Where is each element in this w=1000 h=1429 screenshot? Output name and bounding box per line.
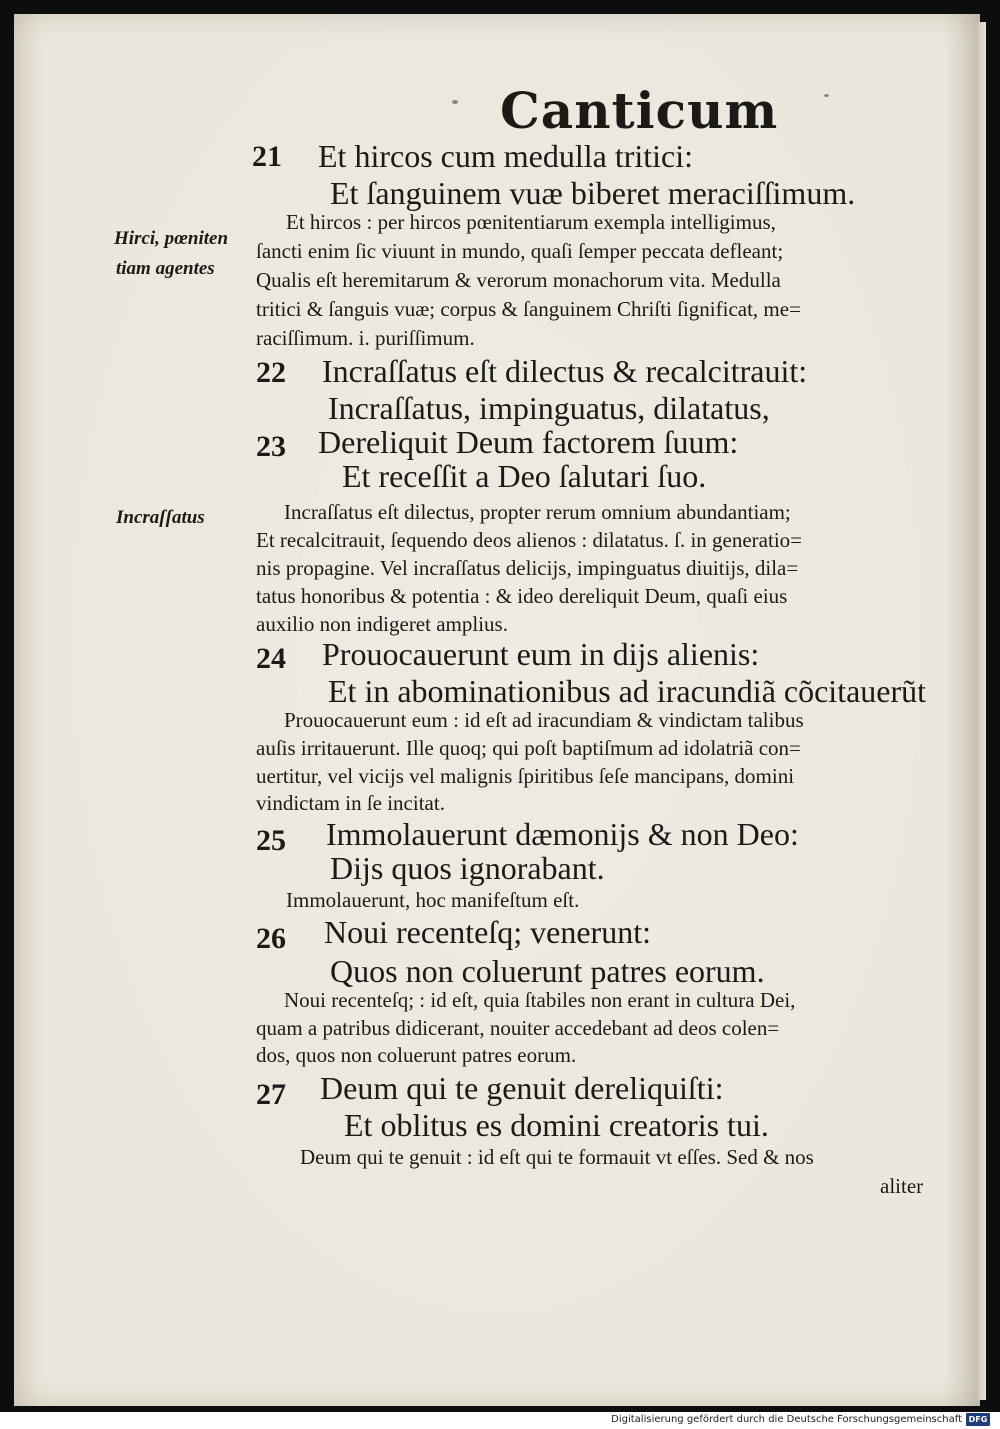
verse-line: Et in abominationibus ad iracundiã cõcitauerũt <box>328 673 927 709</box>
verse-number: 26 <box>256 922 286 955</box>
verse-number: 23 <box>256 430 286 463</box>
verse-line: Incraſſatus, impinguatus, dilatatus, <box>328 390 770 426</box>
commentary-line: Incraſſatus eſt dilectus, propter rerum omnium abundantiam; <box>284 500 791 524</box>
commentary-line: Et hircos : per hircos pœnitentiarum exempla intelligimus, <box>286 210 776 234</box>
commentary-line: Et recalcitrauit, ſequendo deos alienos : dilatatus. ſ. in generatio= <box>256 528 802 552</box>
commentary-line: auſis irritauerunt. Ille quoq; qui poſt baptiſmum ad idolatriã con= <box>256 736 801 760</box>
verse-line: Prouocauerunt eum in dijs alienis: <box>322 636 760 672</box>
margin-note: tiam agentes <box>116 258 215 279</box>
commentary-line: tatus honoribus & potentia : & ideo dereliquit Deum, quaſi eius <box>256 584 788 608</box>
footer-credit: Digitalisierung gefördert durch die Deutsche Forschungsgemeinschaft <box>611 1414 962 1425</box>
verse-number: 27 <box>256 1078 286 1111</box>
commentary-line: ſancti enim ſic viuunt in mundo, quaſi ſemper peccata defleant; <box>256 239 784 263</box>
verse-number: 22 <box>256 356 286 389</box>
verse-line: Noui recenteſq; venerunt: <box>324 914 651 950</box>
ink-speck <box>452 100 458 104</box>
verse-line: Dereliquit Deum factorem ſuum: <box>318 424 739 460</box>
margin-note: Incraſſatus <box>116 507 205 528</box>
commentary-line: quam a patribus didicerant, nouiter accedebant ad deos colen= <box>256 1016 780 1040</box>
commentary-line: Deum qui te genuit : id eſt qui te formauit vt eſſes. Sed & nos <box>300 1145 814 1169</box>
commentary-line: Noui recenteſq; : id eſt, quia ſtabiles non erant in cultura Dei, <box>284 988 796 1012</box>
verse-line: Immolauerunt dæmonijs & non Deo: <box>326 816 799 852</box>
dfg-logo-icon: DFG <box>966 1413 990 1426</box>
verse-number: 24 <box>256 642 286 675</box>
commentary-line: raciſſimum. i. puriſſimum. <box>256 326 475 350</box>
commentary-line: dos, quos non coluerunt patres eorum. <box>256 1043 577 1067</box>
verse-line: Deum qui te genuit dereliquiſti: <box>320 1070 724 1106</box>
commentary-line: nis propagine. Vel incraſſatus delicijs, impinguatus diuitijs, dila= <box>256 556 799 580</box>
commentary-line: Prouocauerunt eum : id eſt ad iracundiam & vindictam talibus <box>284 708 804 732</box>
catchword: aliter <box>880 1174 924 1198</box>
verse-number: 21 <box>252 140 282 173</box>
verse-line: Et receſſit a Deo ſalutari ſuo. <box>342 458 707 494</box>
verse-line: Incraſſatus eſt dilectus & recalcitrauit: <box>322 353 808 389</box>
commentary-line: Qualis eſt heremitarum & verorum monachorum vita. Medulla <box>256 268 781 292</box>
commentary-line: uertitur, vel vicijs vel malignis ſpiritibus ſeſe mancipans, domini <box>256 764 795 788</box>
ink-speck <box>824 94 829 97</box>
verse-line: Et oblitus es domini creatoris tui. <box>344 1107 769 1143</box>
commentary-line: auxilio non indigeret amplius. <box>256 612 508 636</box>
page-edge <box>978 22 986 1400</box>
verse-line: Dijs quos ignorabant. <box>330 850 605 886</box>
commentary-line: vindictam in ſe incitat. <box>256 791 445 815</box>
verse-line: Et hircos cum medulla tritici: <box>318 138 694 174</box>
commentary-line: tritici & ſanguis vuæ; corpus & ſanguinem Chriſti ſignificat, me= <box>256 297 801 321</box>
margin-note: Hirci, pœniten <box>114 228 229 249</box>
page-title: Canticum <box>500 81 779 140</box>
verse-line: Et ſanguinem vuæ biberet meraciſſimum. <box>330 175 856 211</box>
verse-line: Quos non coluerunt patres eorum. <box>330 953 765 989</box>
commentary-line: Immolauerunt, hoc manifeſtum eſt. <box>286 888 580 912</box>
verse-number: 25 <box>256 824 286 857</box>
